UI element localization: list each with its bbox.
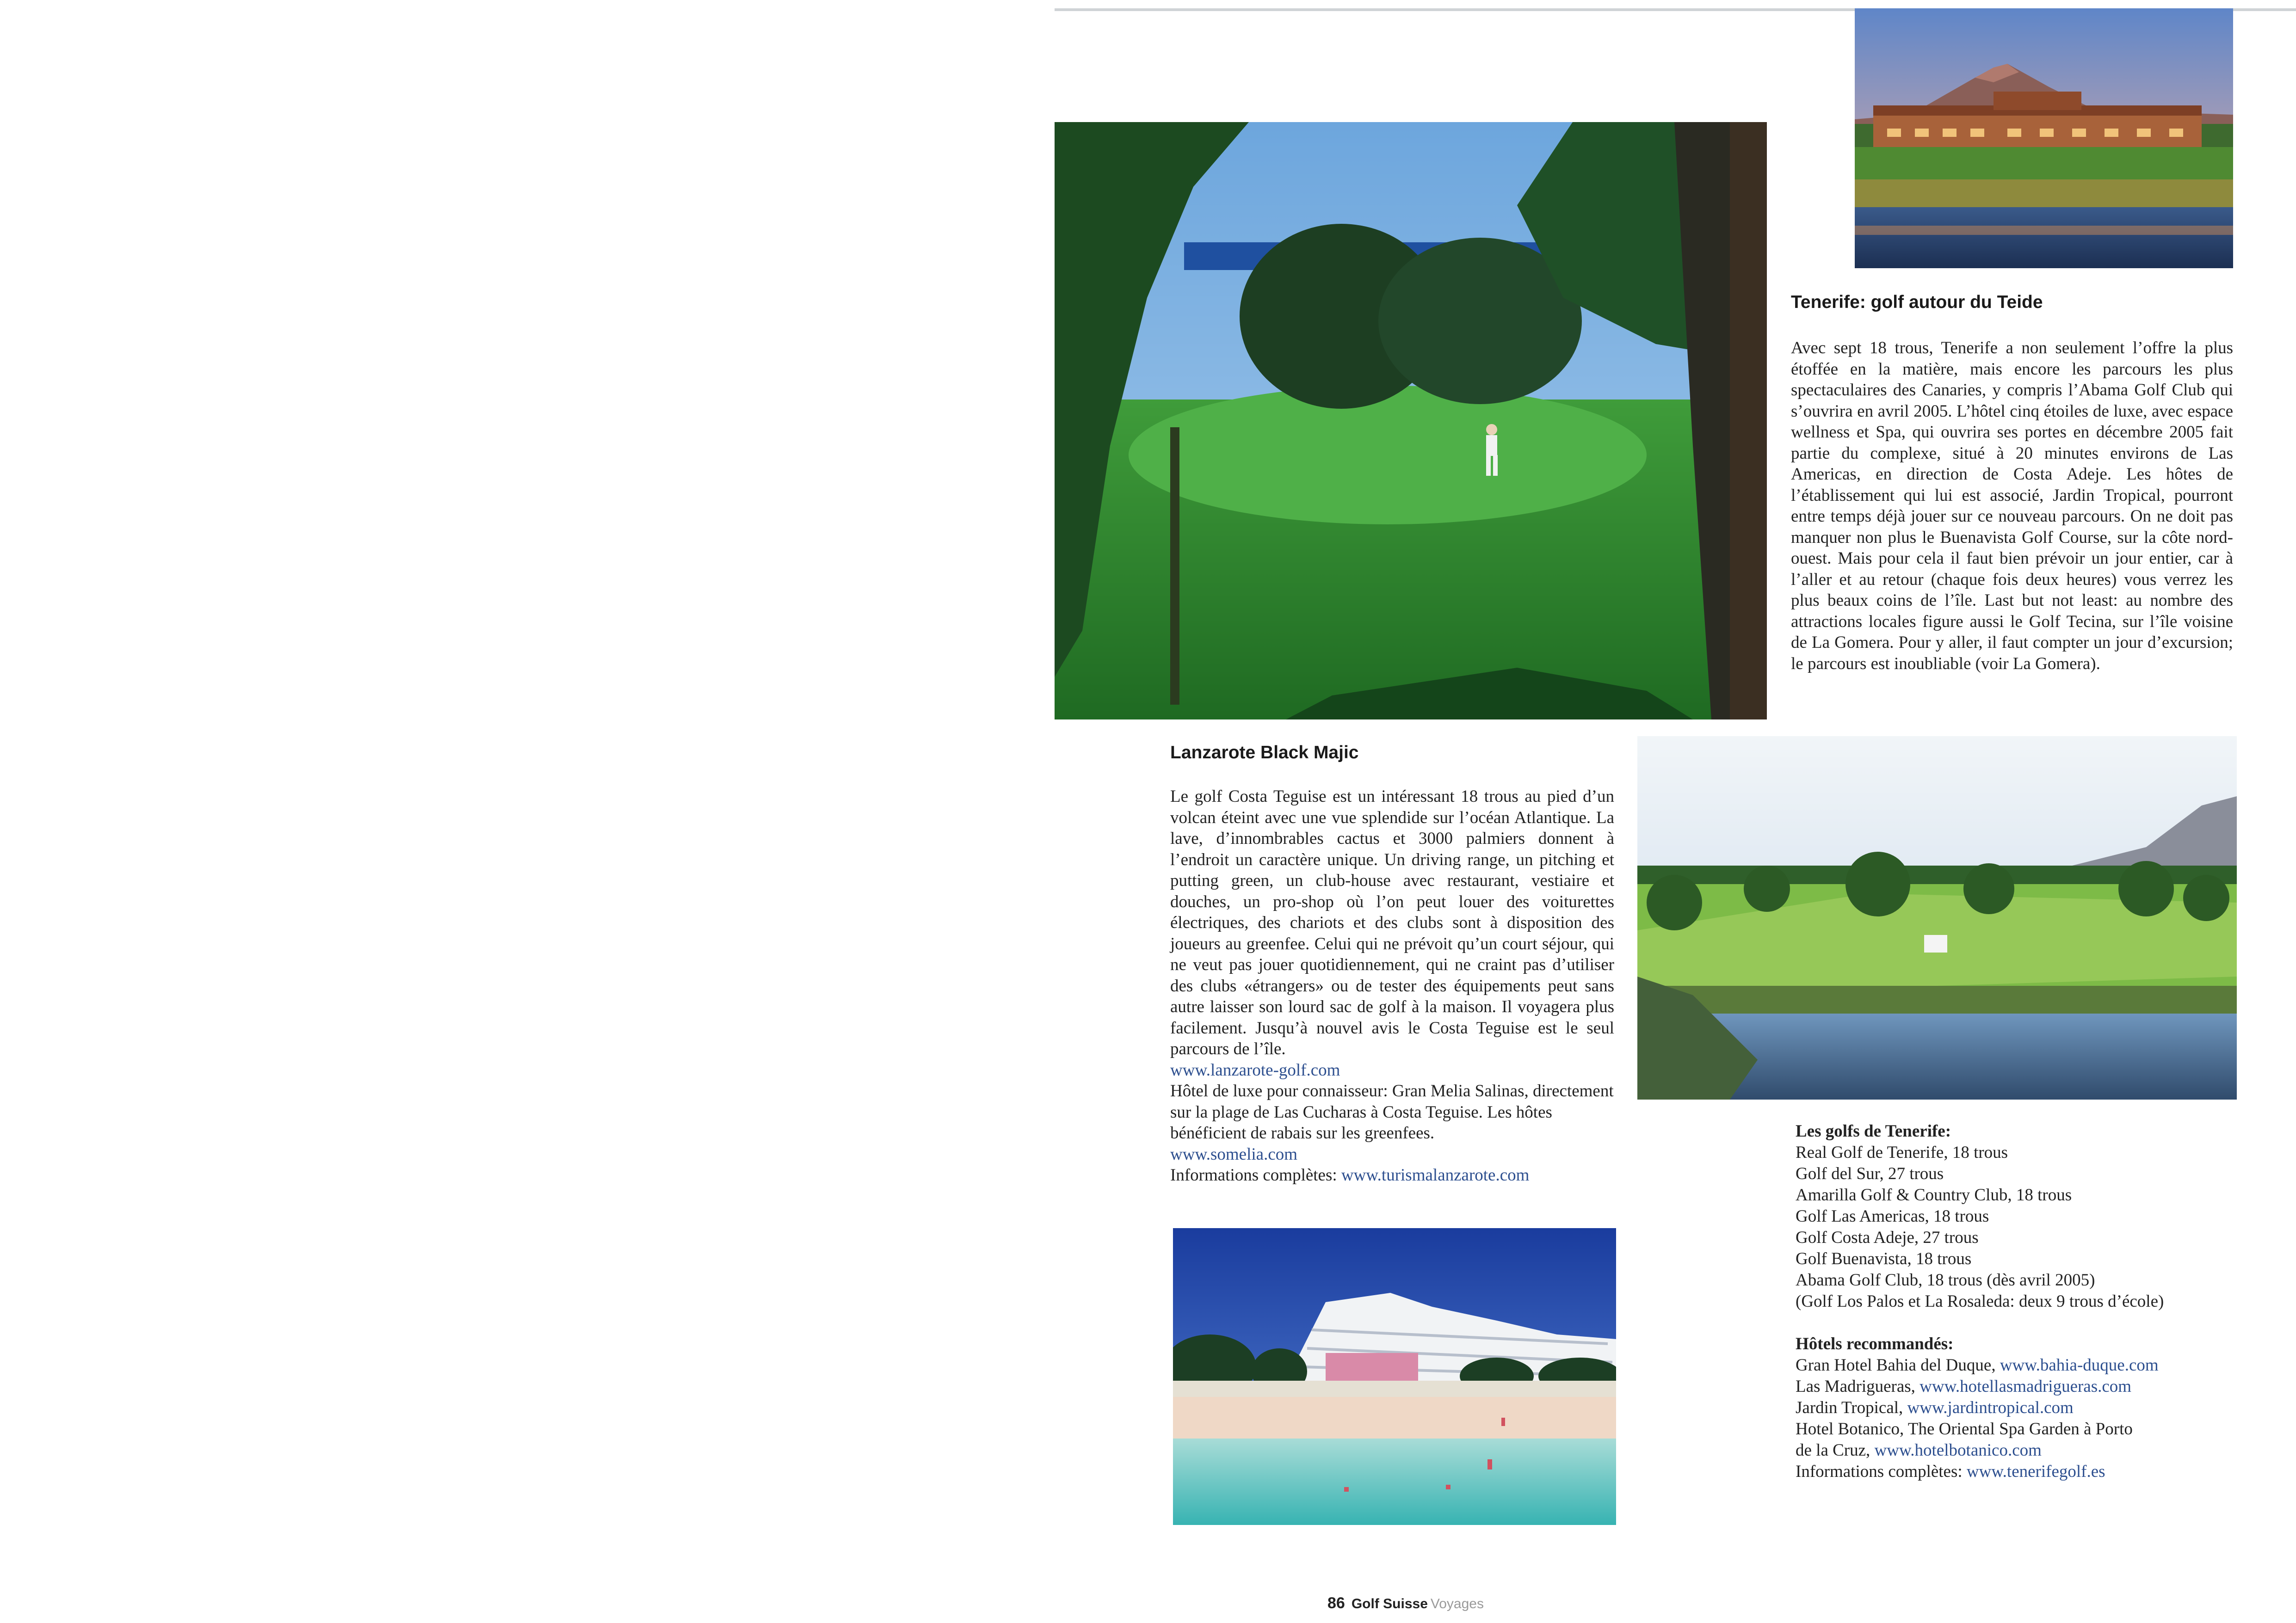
lanzarote-hotel-text: Hôtel de luxe pour connaisseur: Gran Melia Salinas, directement sur la plage de Las Cucharas à Costa Teguise. Les hôtes bénéficient de rabais sur les greenfees. bbox=[1170, 1082, 1614, 1143]
hotel-name: Jardin Tropical, bbox=[1796, 1398, 1907, 1417]
tenerife-paragraph: Avec sept 18 trous, Tenerife a non seulement l’offre la plus étoffée en la matière, mais encore les parcours les plus spectaculaires des Canaries, y compris l’Abama Golf Club qui s’ouvrira en avril 2005. L’hôtel cinq étoiles de luxe, avec espace wellness et Spa, qui ouvrira ses portes en décembre 2005 fait partie du complexe, situé à 20 minutes environs de Las Americas, en direction de Costa Adeje. Les hôtes de l’établissement qui lui est associé, Jardin Tropical, pourront entre temps déjà jouer sur ce nouveau parcours. On ne doit pas manquer non plus le Buenavista Golf Course, sur la côte nord-ouest. Mais pour cela il faut bien prévoir un jour entier, car à l’aller et au retour (chaque fois deux heures) vous verrez les plus beaux coins de l’île. Last but not least: au nombre des attractions locales figure aussi le Golf Tecina, sur l’île voisine de La Gomera. Pour y aller, il faut compter un jour d’excursion; le parcours est inoubliable (voir La Gomera). bbox=[1791, 338, 2233, 673]
hotel-link[interactable]: www.hotellasmadrigueras.com bbox=[1920, 1377, 2132, 1396]
lanzarote-body bbox=[1170, 786, 1614, 1186]
teide-clubhouse-photo bbox=[1855, 8, 2233, 268]
hotel-name: Las Madrigueras, bbox=[1796, 1377, 1920, 1396]
page-number: 86 bbox=[1327, 1594, 1345, 1612]
info-label: Informations complètes: bbox=[1796, 1462, 1967, 1481]
lanzarote-info-line bbox=[1170, 1165, 1614, 1186]
golf-list-item: Golf Buenavista, 18 trous bbox=[1796, 1249, 1972, 1268]
lanzarote-golf-link[interactable]: www.lanzarote-golf.com bbox=[1170, 1060, 1340, 1080]
hotels-list-title: Hôtels recommandés: bbox=[1796, 1334, 1954, 1353]
hotel-list-item bbox=[1796, 1355, 2240, 1376]
turismalanzarote-link[interactable]: www.turismalanzarote.com bbox=[1341, 1166, 1530, 1185]
hotel-list-item bbox=[1796, 1461, 2240, 1482]
golf-list-item: Golf Costa Adeje, 27 trous bbox=[1796, 1228, 1979, 1247]
hotel-name: de la Cruz, bbox=[1796, 1441, 1875, 1460]
lanzarote-heading: Lanzarote Black Majic bbox=[1170, 743, 1359, 762]
lake-golf-course-photo bbox=[1637, 736, 2237, 1100]
hotel-list-item bbox=[1796, 1376, 2240, 1397]
golf-list-item: Golf Las Americas, 18 trous bbox=[1796, 1207, 1989, 1226]
list-spacer bbox=[1796, 1312, 2240, 1334]
magazine-name: Golf Suisse bbox=[1351, 1596, 1428, 1611]
tenerifegolf-link[interactable]: www.tenerifegolf.es bbox=[1966, 1462, 2105, 1481]
hotel-link[interactable]: www.bahia-duque.com bbox=[2000, 1356, 2159, 1375]
lanzarote-info-label: Informations complètes: bbox=[1170, 1166, 1337, 1185]
hotel-link[interactable]: www.jardintropical.com bbox=[1907, 1398, 2074, 1417]
golfs-list-title: Les golfs de Tenerife: bbox=[1796, 1122, 1951, 1141]
tenerife-info-box bbox=[1796, 1121, 2240, 1482]
left-page-blank bbox=[0, 0, 1055, 1623]
golf-list-item: (Golf Los Palos et La Rosaleda: deux 9 trous d’école) bbox=[1796, 1292, 2164, 1311]
hotel-list-item bbox=[1796, 1440, 2240, 1461]
hotel-link[interactable]: www.hotelbotanico.com bbox=[1874, 1441, 2042, 1460]
tenerife-body bbox=[1791, 338, 2233, 674]
page-footer bbox=[1327, 1594, 1484, 1612]
hotel-list-item bbox=[1796, 1397, 2240, 1419]
hotel-name: Gran Hotel Bahia del Duque, bbox=[1796, 1356, 2000, 1375]
palm-golf-course-photo bbox=[1055, 122, 1767, 719]
golf-list-item: Abama Golf Club, 18 trous (dès avril 2005) bbox=[1796, 1271, 2095, 1290]
hotel-list-item bbox=[1796, 1419, 2240, 1440]
tenerife-heading: Tenerife: golf autour du Teide bbox=[1791, 292, 2043, 312]
golf-list-item: Amarilla Golf & Country Club, 18 trous bbox=[1796, 1186, 2072, 1205]
lanzarote-paragraph: Le golf Costa Teguise est un intéressant 18 trous au pied d’un volcan éteint avec une vue splendide sur l’océan Atlantique. La lave, d’innombrables cactus et 3000 palmiers donnent à l’endroit un caractère unique. Un driving range, un pitching et putting green, un club-house avec restaurant, vestiaire et douches, un pro-shop où l’on peut louer des voiturettes électriques, des chariots et des clubs sont à disposition des joueurs au greenfee. Celui qui ne prévoit qu’un court séjour, qui ne veut pas jouer quotidiennement, qui ne craint pas d’utiliser des clubs «étrangers» ou de tester des équipements peut sans autre laisser son lourd sac de golf à la maison. Il voyagera plus facilement. Jusqu’à nouvel avis le Costa Teguise est le seul parcours de l’île. bbox=[1170, 787, 1614, 1058]
somelia-link[interactable]: www.somelia.com bbox=[1170, 1144, 1298, 1164]
hotel-name: Hotel Botanico, The Oriental Spa Garden à Porto bbox=[1796, 1420, 2133, 1439]
section-name: Voyages bbox=[1430, 1596, 1484, 1611]
hotel-beach-photo bbox=[1173, 1228, 1616, 1525]
golf-list-item: Real Golf de Tenerife, 18 trous bbox=[1796, 1143, 2008, 1162]
golf-list-item: Golf del Sur, 27 trous bbox=[1796, 1164, 1944, 1183]
